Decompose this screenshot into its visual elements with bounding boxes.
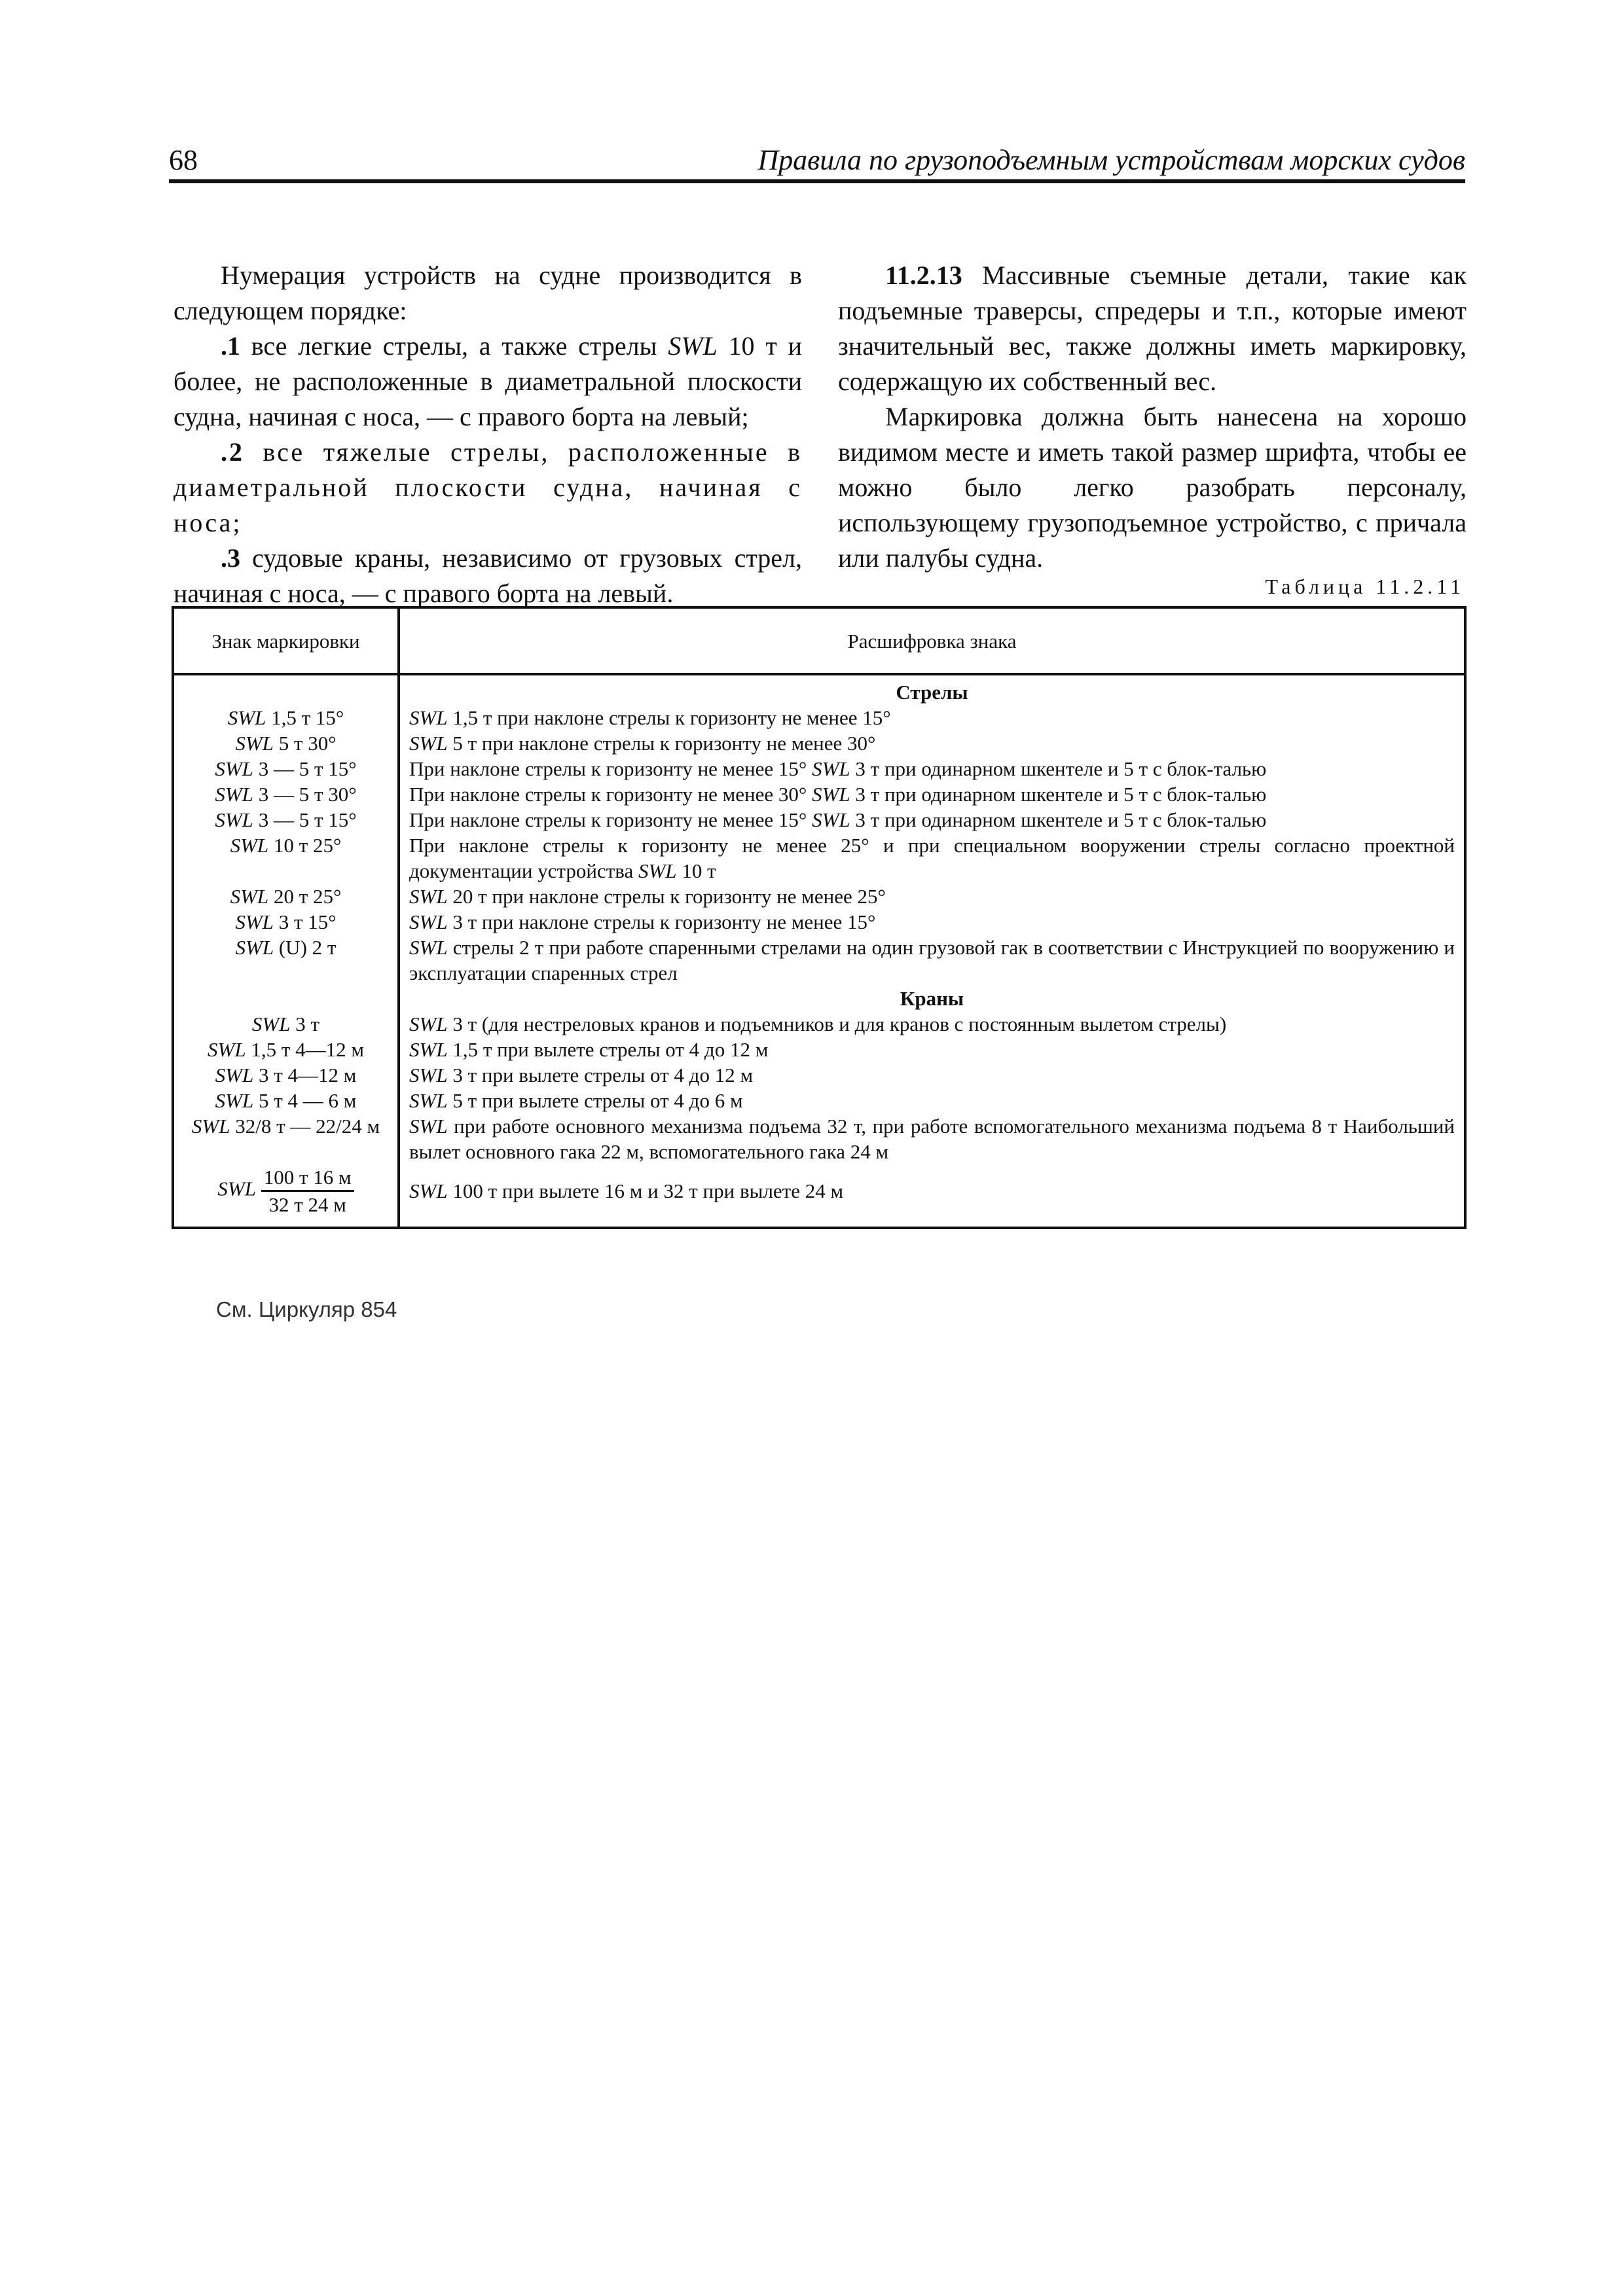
description-text: при работе основного механизма подъема 32 т, при работе вспомогательного механизма подъема 8 т Наибольший вылет основного гака 22 м, вспомогательного гака 24 м bbox=[409, 1115, 1455, 1163]
swl-label: SWL bbox=[638, 859, 677, 882]
description-text: 3 т (для нестреловых кранов и подъемников и для кранов с постоянным вылетом стрелы) bbox=[447, 1013, 1227, 1035]
description-prefix: При наклоне стрелы к горизонту не менее 15° bbox=[409, 808, 812, 831]
marking-placement-paragraph: Маркировка должна быть нанесена на хорошо видимом месте и иметь такой размер шрифта, чтобы ее можно было легко разобрать персоналу, использующему грузоподъемное устройство, с причала или палубы судна. bbox=[838, 402, 1467, 573]
marking-value: 32/8 т — 22/24 м bbox=[235, 1115, 380, 1138]
table-row bbox=[173, 1011, 1465, 1037]
description-text: 100 т при вылете 16 м и 32 т при вылете 24 м bbox=[447, 1179, 844, 1202]
description-prefix: При наклоне стрелы к горизонту не менее 30° bbox=[409, 783, 812, 806]
description-text: 3 т при одинарном шкентеле и 5 т с блок-талью bbox=[850, 757, 1267, 780]
marking-sign-cell bbox=[173, 781, 399, 807]
swl-label: SWL bbox=[230, 834, 269, 857]
section-cranes-heading: Краны bbox=[399, 986, 1465, 1011]
left-column bbox=[173, 258, 802, 611]
fraction-numerator: 100 т 16 м bbox=[261, 1164, 354, 1192]
right-column bbox=[838, 258, 1467, 576]
swl-label: SWL bbox=[208, 1038, 246, 1061]
marking-value: 20 т 25° bbox=[273, 885, 342, 908]
description-text: 3 т при наклоне стрелы к горизонту не менее 15° bbox=[447, 910, 876, 933]
swl-label: SWL bbox=[409, 1115, 448, 1138]
description-text: 5 т при вылете стрелы от 4 до 6 м bbox=[447, 1089, 743, 1112]
table-row bbox=[173, 1062, 1465, 1088]
marking-description-cell bbox=[399, 756, 1465, 781]
marking-description-cell bbox=[399, 935, 1465, 986]
description-text: 10 т bbox=[676, 859, 716, 882]
marking-value: 3 — 5 т 30° bbox=[258, 783, 357, 806]
swl-label: SWL bbox=[409, 936, 448, 959]
marking-value: 3 — 5 т 15° bbox=[258, 808, 357, 831]
swl-label: SWL bbox=[409, 885, 448, 908]
marking-sign-cell bbox=[173, 1011, 399, 1037]
swl-label: SWL bbox=[215, 1089, 254, 1112]
description-text: 3 т при одинарном шкентеле и 5 т с блок-талью bbox=[850, 808, 1267, 831]
description-text: 5 т при наклоне стрелы к горизонту не менее 30° bbox=[447, 732, 876, 755]
marking-value: 10 т 25° bbox=[273, 834, 342, 857]
description-text: 20 т при наклоне стрелы к горизонту не менее 25° bbox=[447, 885, 886, 908]
table-row bbox=[173, 705, 1465, 730]
section-booms-heading: Стрелы bbox=[399, 674, 1465, 705]
swl-label: SWL bbox=[215, 783, 253, 806]
marking-value: (U) 2 т bbox=[278, 936, 337, 959]
marking-description-cell bbox=[399, 730, 1465, 756]
marking-sign-cell bbox=[173, 909, 399, 935]
marking-sign-cell bbox=[173, 1088, 399, 1113]
table-row bbox=[173, 909, 1465, 935]
marking-description-cell bbox=[399, 884, 1465, 909]
description-prefix: При наклоне стрелы к горизонту не менее 15° bbox=[409, 757, 812, 780]
marking-description-cell bbox=[399, 833, 1465, 884]
marking-value: 3 т 15° bbox=[278, 910, 337, 933]
marking-sign-cell bbox=[173, 833, 399, 884]
marking-sign-cell bbox=[173, 730, 399, 756]
marking-table bbox=[172, 606, 1467, 1229]
table-row bbox=[173, 884, 1465, 909]
running-title: Правила по грузоподъемным устройствам морских судов bbox=[757, 144, 1465, 176]
marking-value: 1,5 т 4—12 м bbox=[251, 1038, 364, 1061]
marking-description-cell bbox=[399, 1113, 1465, 1164]
marking-description-cell bbox=[399, 1062, 1465, 1088]
swl-label: SWL bbox=[217, 1177, 256, 1200]
table-row bbox=[173, 1088, 1465, 1113]
section-booms-row bbox=[173, 674, 1465, 705]
table-body bbox=[173, 674, 1465, 1228]
marking-description-cell bbox=[399, 705, 1465, 730]
swl-label: SWL bbox=[251, 1013, 291, 1035]
marking-value: 3 т 4—12 м bbox=[258, 1064, 357, 1086]
list-item-1: .1 все легкие стрелы, а также стрелы SWL 10 т и более, не расположенные в диаметральной плоскости судна, начиная с носа, — с правого борта на левый; bbox=[173, 331, 802, 431]
swl-label: SWL bbox=[409, 1038, 448, 1061]
page-header bbox=[169, 145, 1465, 183]
marking-description-cell bbox=[399, 807, 1465, 833]
table-row bbox=[173, 1037, 1465, 1062]
swl-label: SWL bbox=[230, 885, 269, 908]
swl-label: SWL bbox=[215, 757, 253, 780]
swl-label: SWL bbox=[235, 936, 274, 959]
marking-sign-cell bbox=[173, 935, 399, 986]
swl-label: SWL bbox=[812, 808, 850, 831]
intro-paragraph: Нумерация устройств на судне производится в следующем порядке: bbox=[173, 260, 802, 325]
description-text: 1,5 т при вылете стрелы от 4 до 12 м bbox=[447, 1038, 769, 1061]
table-row bbox=[173, 1164, 1465, 1228]
description-prefix: При наклоне стрелы к горизонту не менее 25° и при специальном вооружении стрелы согласно проектной документации устройства bbox=[409, 834, 1455, 882]
marking-value: 1,5 т 15° bbox=[271, 706, 344, 729]
marking-description-cell bbox=[399, 1164, 1465, 1228]
table-row bbox=[173, 833, 1465, 884]
table-caption: Таблица 11.2.11 bbox=[1265, 575, 1465, 598]
marking-value: 3 т bbox=[295, 1013, 320, 1035]
swl-label: SWL bbox=[409, 910, 448, 933]
swl-label: SWL bbox=[235, 732, 274, 755]
table-row bbox=[173, 807, 1465, 833]
swl-label: SWL bbox=[191, 1115, 230, 1138]
table-row bbox=[173, 756, 1465, 781]
marking-value: 5 т 30° bbox=[278, 732, 337, 755]
description-text: 3 т при вылете стрелы от 4 до 12 м bbox=[447, 1064, 754, 1086]
column-header-mark: Знак маркировки bbox=[173, 607, 399, 674]
marking-sign-cell bbox=[173, 1113, 399, 1164]
column-header-description: Расшифровка знака bbox=[399, 607, 1465, 674]
marking-value: 5 т 4 — 6 м bbox=[258, 1089, 357, 1112]
swl-label: SWL bbox=[812, 757, 850, 780]
section-11-2-13: 11.2.13 Массивные съемные детали, такие как подъемные траверсы, спредеры и т.п., которые имеют значительный вес, также должны иметь маркировку, содержащую их собственный вес. bbox=[838, 260, 1467, 396]
marking-value: 3 — 5 т 15° bbox=[258, 757, 357, 780]
table-row bbox=[173, 730, 1465, 756]
marking-fraction bbox=[261, 1164, 354, 1217]
table-row bbox=[173, 935, 1465, 986]
swl-label: SWL bbox=[409, 732, 448, 755]
swl-label: SWL bbox=[812, 783, 850, 806]
description-text: 3 т при одинарном шкентеле и 5 т с блок-талью bbox=[850, 783, 1267, 806]
marking-sign-cell bbox=[173, 807, 399, 833]
fraction-denominator: 32 т 24 м bbox=[268, 1193, 346, 1216]
description-text: стрелы 2 т при работе спаренными стрелами на один грузовой гак в соответствии с Инструкцией по вооружению и эксплуатации спаренных стрел bbox=[409, 936, 1455, 984]
marking-sign-cell bbox=[173, 1037, 399, 1062]
marking-description-cell bbox=[399, 1088, 1465, 1113]
swl-label: SWL bbox=[409, 1013, 448, 1035]
list-item-2: .2 все тяжелые стрелы, расположенные в диаметральной плоскости судна, начиная с носа; bbox=[173, 437, 802, 537]
swl-label: SWL bbox=[409, 1064, 448, 1086]
swl-label: SWL bbox=[215, 1064, 254, 1086]
marking-description-cell bbox=[399, 1011, 1465, 1037]
swl-label: SWL bbox=[409, 1179, 448, 1202]
swl-label: SWL bbox=[215, 808, 253, 831]
marking-sign-cell bbox=[173, 1062, 399, 1088]
section-cranes-row bbox=[173, 986, 1465, 1011]
marking-description-cell bbox=[399, 909, 1465, 935]
marking-description-cell bbox=[399, 781, 1465, 807]
marking-sign-cell bbox=[173, 705, 399, 730]
marking-sign-cell bbox=[173, 884, 399, 909]
swl-label: SWL bbox=[235, 910, 274, 933]
page-number: 68 bbox=[169, 144, 198, 176]
marking-sign-cell bbox=[173, 756, 399, 781]
description-text: 1,5 т при наклоне стрелы к горизонту не менее 15° bbox=[447, 706, 891, 729]
swl-label: SWL bbox=[409, 1089, 448, 1112]
swl-label: SWL bbox=[227, 706, 266, 729]
marking-sign-cell bbox=[173, 1164, 399, 1228]
table-row bbox=[173, 781, 1465, 807]
list-item-3: .3 судовые краны, независимо от грузовых стрел, начиная с носа, — с правого борта на левый. bbox=[173, 543, 802, 608]
table-header-row bbox=[173, 607, 1465, 674]
footnote: См. Циркуляр 854 bbox=[216, 1297, 397, 1321]
marking-description-cell bbox=[399, 1037, 1465, 1062]
swl-label: SWL bbox=[409, 706, 448, 729]
table-row bbox=[173, 1113, 1465, 1164]
